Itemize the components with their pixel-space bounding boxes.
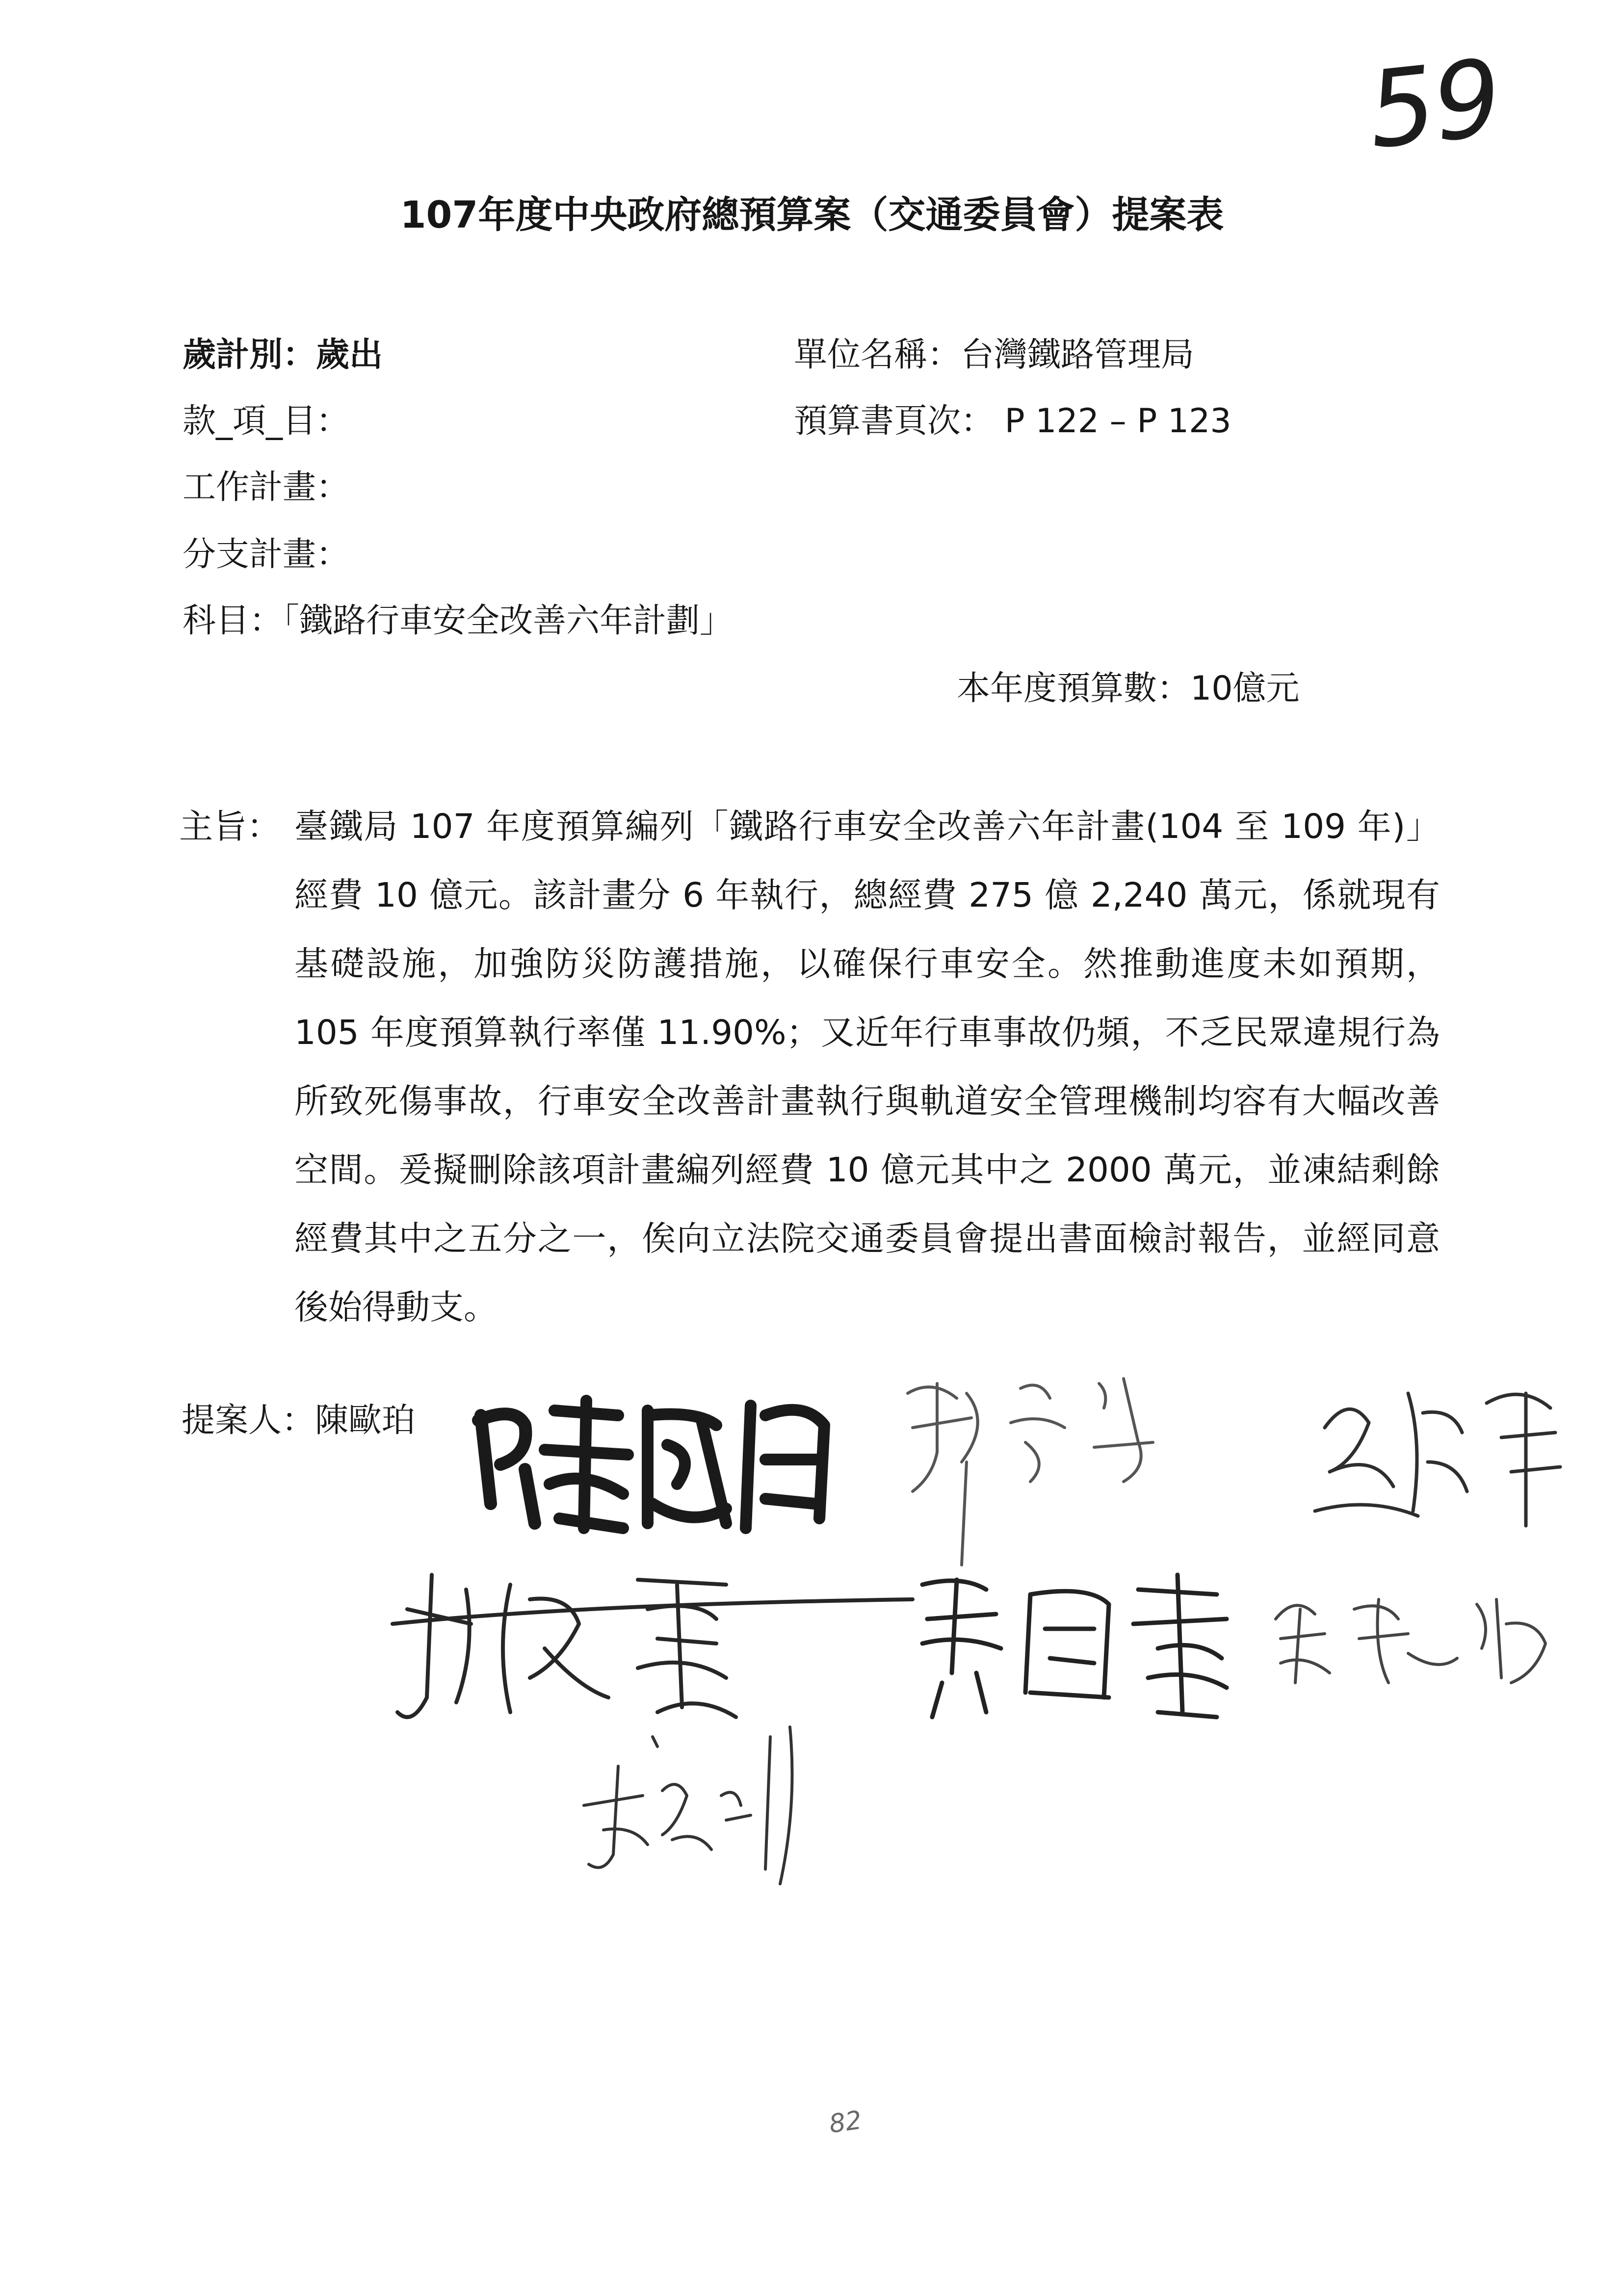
sub-plan-field: 分支計畫： xyxy=(183,535,350,574)
subject-section xyxy=(179,792,1440,1342)
budget-amount-field: 本年度預算數：10億元 xyxy=(957,669,1300,708)
subject-item-field: 科目：「鐵路行車安全改善六年計劃」 xyxy=(183,601,733,640)
document-title: 107年度中央政府總預算案（交通委員會）提案表 xyxy=(400,193,1224,236)
unit-name-field: 單位名稱：台灣鐵路管理局 xyxy=(794,336,1195,374)
handwritten-page-mark: 82 xyxy=(827,2105,864,2139)
signature-chen-ou-po xyxy=(471,1381,854,1543)
subject-body: 臺鐵局 107 年度預算編列「鐵路行車安全改善六年計畫(104 至 109 年)」經費 10 億元。該計畫分 6 年執行，總經費 275 億 2,240 萬元，係就現有基礎設施，加強防災防護措施，以確保行車安全。然推動進度未如預期，105 年度預算執行率僅 11.90%；又近年行車事故仍頻，不乏民眾違規行為所致死傷事故，行車安全改善計畫執行與軌道安全管理機制均容有大幅改善空間。爰擬刪除該項計畫編列經費 10 億元其中之 2000 萬元，並凍結剩餘經費其中之五分之一，俟向立法院交通委員會提出書面檢討報告，並經同意後始得動支。 xyxy=(294,807,1440,1327)
subject-label: 主旨： xyxy=(179,807,281,846)
section-item-field: 款_項_目： xyxy=(183,402,350,441)
signature-su-chen-ching xyxy=(1295,1364,1570,1550)
signature-cheng-pao-ching xyxy=(893,1364,1168,1570)
signature-huang-kuo-shu xyxy=(903,1565,1256,1727)
work-plan-field: 工作計畫： xyxy=(183,468,350,507)
signature-chung-chia-pin xyxy=(1261,1580,1555,1697)
handwritten-page-number: 59 xyxy=(1364,35,1501,174)
signature-tsai-yi-yu xyxy=(574,1707,805,1894)
budget-pages-field: 預算書頁次： P 122 – P 123 xyxy=(794,402,1231,441)
account-type-field: 歲計別：歲出 xyxy=(183,336,383,374)
proposer-line: 提案人：陳歐珀 xyxy=(182,1401,416,1440)
